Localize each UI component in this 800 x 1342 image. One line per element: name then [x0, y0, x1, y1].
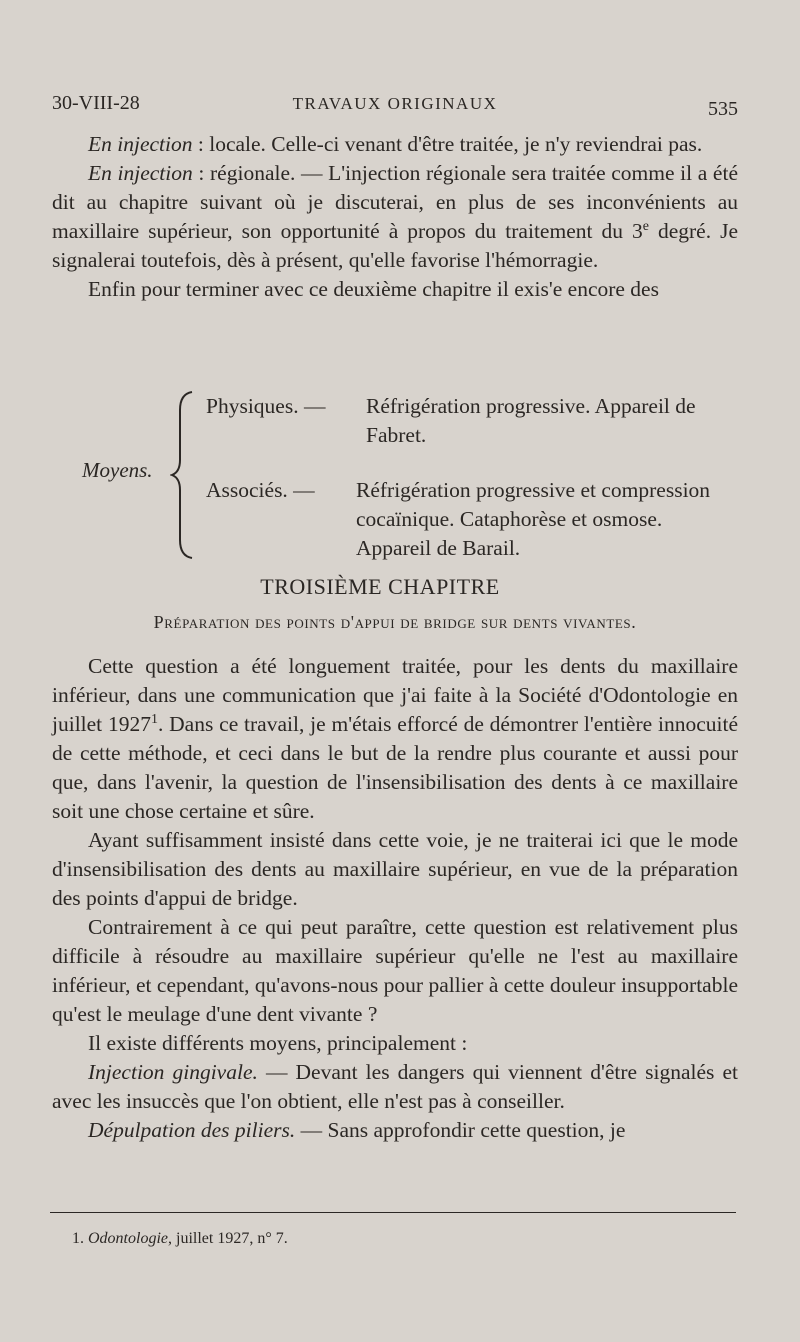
paragraph [52, 130, 738, 159]
paragraph-text: degré. Je signalerai toutefois, dès à présent, qu'elle favorise l'hémorragie. [52, 219, 738, 272]
superscript: e [642, 218, 649, 234]
paragraph-label: En injection [88, 132, 193, 156]
header-date: 30-VIII-28 [52, 92, 140, 114]
paragraph: Enfin pour terminer avec ce deuxième chapitre il exis'e encore des [88, 277, 659, 301]
option-text: Réfrigération progressive et compression cocaïnique. Cataphorèse et osmose. Appareil de Barail. [356, 478, 711, 560]
chapter-subtitle: Préparation des points d'appui de bridge sur dents vivantes. [153, 612, 637, 632]
paragraph: Contrairement à ce qui peut paraître, cette question est relativement plus difficile à résoudre au maxillaire supérieur qu'elle ne l'est au maxillaire inférieur, et cependant, qu'avons-nous pour pallier à cette douleur insupportable qu'est le meulage d'une dent vivante ? [52, 915, 738, 1026]
curly-brace [170, 390, 196, 560]
footnote [72, 1230, 288, 1248]
paragraph: Ayant suffisamment insisté dans cette voie, je ne traiterai ici que le mode d'insensibilisation des dents au maxillaire supérieur, en vue de la préparation des points d'appui de bridge. [52, 828, 738, 910]
paragraph-label: Injection gingivale. [88, 1060, 258, 1084]
paragraph-text: — Sans approfondir cette question, je [295, 1118, 626, 1142]
footnote-number: 1. [72, 1230, 84, 1247]
footnote-journal: Odontologie [88, 1230, 168, 1247]
paragraph [52, 1058, 738, 1116]
paragraph-label: En injection [88, 161, 193, 185]
moyens-label: Moyens. [82, 458, 153, 482]
page-number: 535 [708, 98, 738, 120]
paragraph-text: : régionale. — L'injection régionale sera traitée comme il a été dit au chapitre suivant où je discuterai, en plus de ses inconvénients au maxillaire supérieur, son opportunité à propos du traitement du 3 [52, 161, 738, 243]
chapter-title: TROISIÈME CHAPITRE [260, 574, 500, 599]
body-block [52, 652, 738, 1145]
footnote-ref: 1 [150, 711, 158, 727]
header-section-title: TRAVAUX ORIGINAUX [292, 94, 498, 113]
option-label: Associés. — [206, 478, 315, 502]
paragraph-label: Dépulpation des piliers. [88, 1118, 296, 1142]
intro-block [52, 130, 738, 304]
running-header [52, 92, 738, 122]
paragraph [52, 159, 738, 275]
footnote-text: , juillet 1927, n° 7. [168, 1230, 288, 1247]
paragraph-text: : locale. Celle-ci venant d'être traitée, je n'y reviendrai pas. [192, 132, 703, 156]
paragraph: Il existe différents moyens, principalement : [88, 1031, 468, 1055]
option-text: Réfrigération progressive. Appareil de Fabret. [366, 394, 696, 447]
footnote-rule [50, 1212, 736, 1213]
paragraph-text: — Devant les dangers qui viennent d'être signalés et avec les insuccès que l'on obtient, elle n'est pas à conseiller. [52, 1060, 738, 1113]
paragraph [52, 1116, 738, 1145]
option-label: Physiques. — [206, 394, 326, 418]
paragraph-text: Cette question a été longuement traitée, pour les dents du maxillaire inférieur, dans une communication que j'ai faite à la Société d'Odontologie en juillet 1927 [52, 654, 738, 736]
paragraph-text: . Dans ce travail, je m'étais efforcé de démontrer l'entière innocuité de cette méthode, et ceci dans le but de la rendre plus courante et aussi pour que, dans l'avenir, la question de l'insensibilisation des dents à ce maxillaire soit une chose certaine et sûre. [52, 712, 738, 823]
paragraph [52, 652, 738, 826]
